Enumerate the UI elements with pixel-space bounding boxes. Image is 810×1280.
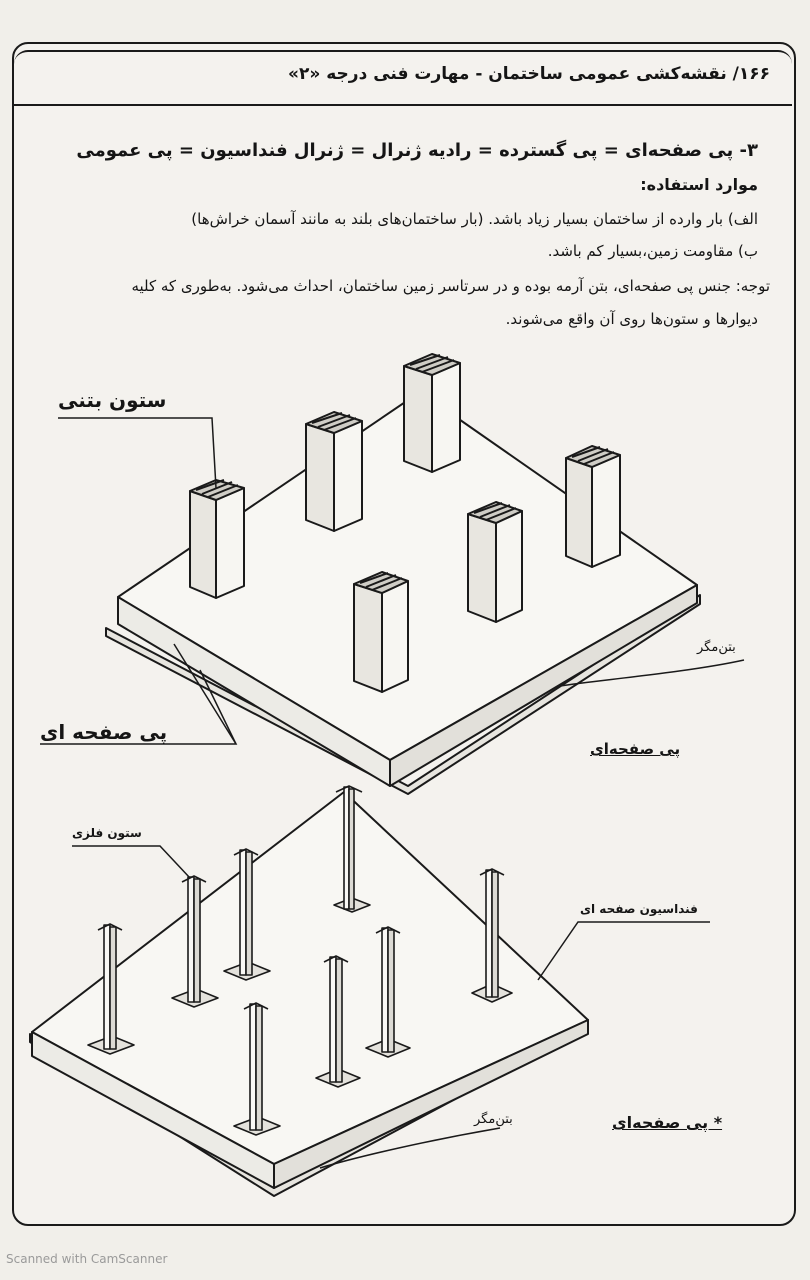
label-mat-1: پی صفحه‌ای [590, 740, 681, 758]
leader-steel-column [72, 846, 190, 878]
scanner-watermark: Scanned with CamScanner [6, 1252, 168, 1266]
label-steel-column: ستون فلزی [72, 826, 142, 840]
usage-heading: موارد استفاده: [640, 175, 758, 194]
label-lean-concrete-1: بتن‌مگر [697, 640, 736, 655]
label-lean-concrete-2: بتن‌مگر [474, 1112, 513, 1127]
leader-foundation [538, 922, 710, 980]
note-line-1: توجه: جنس پی صفحه‌ای، بتن آرمه بوده و در سرتاسر زمین ساختمان، احداث می‌شود. به‌طوری که کلیه [131, 277, 770, 295]
usage-item-b: ب) مقاومت زمین،بسیار کم باشد. [547, 242, 758, 260]
label-mat-foundation: پی صفحه ای [40, 720, 168, 744]
section-title: ۳- پی صفحه‌ای = پی گسترده = رادیه ژنرال = ژنرال فنداسیون = پی عمومی [76, 140, 758, 161]
usage-item-a: الف) بار وارده از ساختمان بسیار زیاد باشد. (بار ساختمان‌های بلند به مانند آسمان خراش‌ها) [191, 210, 758, 228]
page-header-text: ۱۶۶/ نقشه‌کشی عمومی ساختمان - مهارت فنی درجه «۲» [287, 64, 770, 84]
label-mat-star: * پی صفحه‌ای [612, 1113, 723, 1132]
label-concrete-column: ستون بتنی [58, 388, 167, 412]
label-mat-foundation-2: فنداسیون صفحه ای [580, 902, 698, 916]
note-line-2: دیوارها و ستون‌ها روی آن واقع می‌شوند. [505, 310, 758, 328]
